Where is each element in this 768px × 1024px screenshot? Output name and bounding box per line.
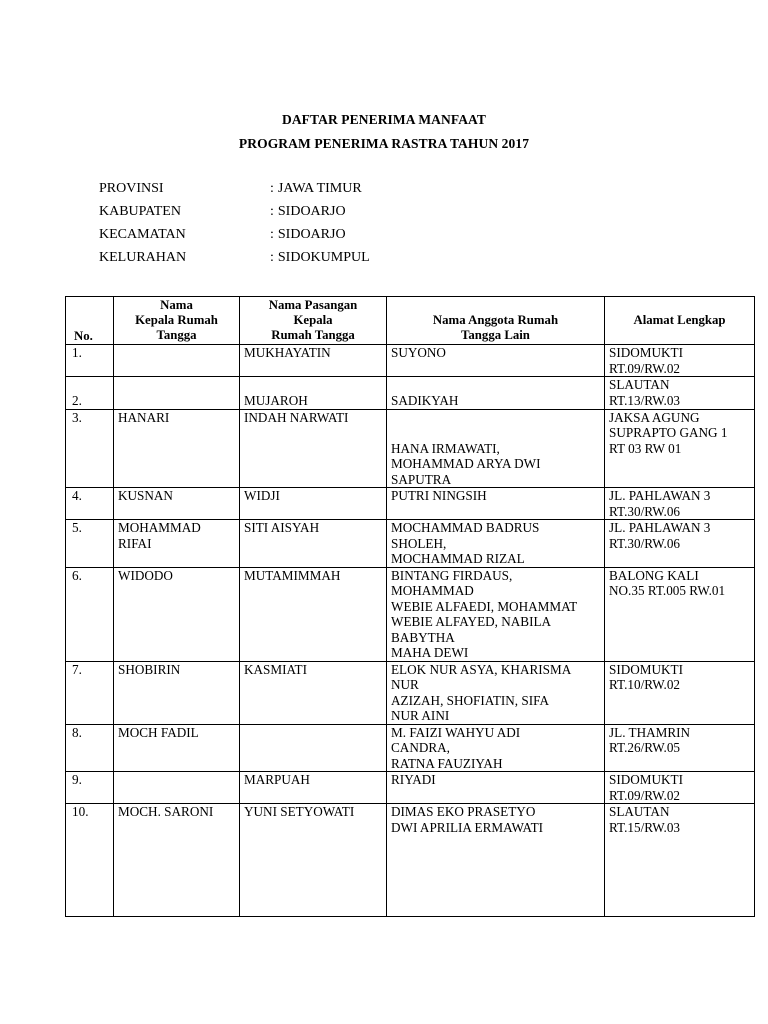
cell-anggota — [387, 724, 605, 772]
cell-text-line: INDAH NARWATI — [244, 409, 349, 425]
cell-text-line: RT.10/RW.02 — [609, 677, 681, 692]
table-row — [66, 661, 755, 724]
table-row — [66, 377, 755, 410]
cell-text-line: MAHA DEWI — [391, 645, 469, 660]
cell-no — [66, 804, 114, 917]
row-number: 1. — [72, 345, 82, 360]
cell-text-line: SIDOMUKTI — [609, 772, 683, 787]
cell-text-line: MUKHAYATIN — [244, 345, 331, 360]
cell-text-line: JAKSA AGUNG — [609, 409, 700, 425]
cell-text-line: NO.35 RT.005 RW.01 — [609, 583, 726, 598]
cell-text-line: DWI APRILIA ERMAWATI — [391, 819, 544, 835]
cell-text-line: RATNA FAUZIYAH — [391, 755, 503, 771]
cell-text-line: SHOBIRIN — [118, 661, 181, 677]
cell-text-line: MUTAMIMMAH — [244, 567, 341, 583]
table-row — [66, 772, 755, 804]
cell-no — [66, 377, 114, 410]
column-header-alamat: Alamat Lengkap — [605, 297, 755, 345]
column-header-no: No. — [66, 297, 114, 345]
row-number: 9. — [72, 772, 82, 787]
cell-anggota — [387, 661, 605, 724]
region-value: JAWA TIMUR — [277, 181, 362, 196]
cell-pasangan — [240, 661, 387, 724]
cell-text-line: MOCH FADIL — [118, 724, 199, 740]
cell-text-line: SLAUTAN — [609, 804, 670, 819]
cell-alamat — [605, 488, 755, 520]
cell-text-line: BABYTHA — [391, 629, 455, 645]
cell-text-line: SUYONO — [391, 345, 446, 360]
cell-alamat — [605, 377, 755, 410]
column-header-anggota — [387, 297, 605, 345]
header-line: Tangga — [156, 328, 197, 342]
cell-text-line: MOHAMMAD — [391, 583, 474, 598]
row-number: 2. — [72, 393, 82, 408]
document-title: DAFTAR PENERIMA MANFAAT — [281, 112, 487, 127]
cell-kepala — [114, 661, 240, 724]
cell-text-line: RT.30/RW.06 — [609, 503, 681, 519]
cell-text-line: SITI AISYAH — [244, 520, 320, 535]
cell-text-line: MOHAMMAD — [118, 520, 201, 535]
cell-no — [66, 772, 114, 804]
region-label: PROVINSI — [99, 181, 164, 196]
region-label: KECAMATAN — [99, 227, 186, 242]
table-header-row — [66, 297, 755, 345]
cell-pasangan — [240, 804, 387, 917]
cell-pasangan — [240, 567, 387, 661]
cell-text-line: WEBIE ALFAYED, NABILA — [391, 614, 552, 629]
table-row — [66, 409, 755, 488]
header-line: Rumah Tangga — [271, 328, 355, 342]
region-value: SIDOKUMPUL — [277, 250, 370, 265]
cell-pasangan — [240, 409, 387, 488]
row-number: 7. — [72, 661, 82, 677]
table-row — [66, 804, 755, 917]
cell-kepala — [114, 345, 240, 377]
table-row — [66, 345, 755, 377]
table-row — [66, 567, 755, 661]
cell-no — [66, 520, 114, 568]
cell-text-line: MOCHAMMAD RIZAL — [391, 551, 525, 566]
cell-alamat — [605, 409, 755, 488]
cell-no — [66, 661, 114, 724]
cell-alamat — [605, 345, 755, 377]
region-label: KABUPATEN — [99, 204, 181, 219]
cell-text-line: M. FAIZI WAHYU ADI — [391, 724, 521, 740]
cell-text-line: SIDOMUKTI — [609, 345, 683, 360]
cell-anggota — [387, 377, 605, 410]
cell-text-line: ELOK NUR ASYA, KHARISMA — [391, 661, 572, 677]
cell-anggota — [387, 409, 605, 488]
row-number: 10. — [72, 804, 89, 819]
cell-text-line: WIDODO — [118, 567, 173, 583]
cell-pasangan — [240, 724, 387, 772]
cell-alamat — [605, 567, 755, 661]
cell-pasangan — [240, 377, 387, 410]
cell-text-line: PUTRI NINGSIH — [391, 488, 487, 503]
cell-text-line: MUJAROH — [244, 393, 308, 408]
cell-text-line: JL. PAHLAWAN 3 — [609, 488, 711, 503]
cell-text-line: NUR — [391, 677, 419, 692]
cell-text-line: JL. PAHLAWAN 3 — [609, 520, 711, 535]
header-line: Nama — [160, 298, 193, 312]
cell-no — [66, 567, 114, 661]
cell-text-line: HANA IRMAWATI, — [391, 440, 500, 456]
cell-pasangan — [240, 772, 387, 804]
cell-text-line: RIFAI — [118, 535, 152, 551]
cell-text-line: MOCHAMMAD BADRUS — [391, 520, 540, 535]
cell-anggota — [387, 772, 605, 804]
cell-text-line: RT.26/RW.05 — [609, 740, 681, 755]
cell-anggota — [387, 804, 605, 917]
row-number: 8. — [72, 724, 82, 740]
cell-pasangan — [240, 488, 387, 520]
cell-text-line: RT.13/RW.03 — [609, 392, 681, 408]
cell-anggota — [387, 345, 605, 377]
cell-text-line: MOHAMMAD ARYA DWI — [391, 456, 541, 471]
cell-alamat — [605, 772, 755, 804]
row-number: 3. — [72, 409, 82, 425]
region-value: SIDOARJO — [277, 227, 346, 242]
cell-text-line: SLAUTAN — [609, 377, 670, 392]
cell-text-line: BALONG KALI — [609, 567, 699, 583]
document-subtitle: PROGRAM PENERIMA RASTRA TAHUN 2017 — [238, 136, 530, 151]
cell-text-line: RIYADI — [391, 772, 436, 787]
cell-text-line: NUR AINI — [391, 708, 450, 723]
cell-kepala — [114, 409, 240, 488]
header-line: Tangga Lain — [461, 328, 530, 342]
cell-text-line: WEBIE ALFAEDI, MOHAMMAT — [391, 598, 578, 614]
cell-alamat — [605, 520, 755, 568]
cell-text-line: RT 03 RW 01 — [609, 440, 682, 456]
column-header-kepala — [114, 297, 240, 345]
cell-no — [66, 488, 114, 520]
cell-text-line: JL. THAMRIN — [609, 724, 691, 740]
cell-text-line: SAPUTRA — [391, 471, 452, 487]
table-row — [66, 488, 755, 520]
cell-text-line: WIDJI — [244, 488, 280, 503]
cell-text-line: RT.15/RW.03 — [609, 819, 681, 835]
cell-kepala — [114, 488, 240, 520]
cell-anggota — [387, 567, 605, 661]
cell-kepala — [114, 567, 240, 661]
cell-text-line: SHOLEH, — [391, 535, 447, 551]
region-value: SIDOARJO — [277, 204, 346, 219]
row-number: 5. — [72, 520, 82, 535]
cell-no — [66, 724, 114, 772]
table-row — [66, 520, 755, 568]
cell-kepala — [114, 724, 240, 772]
cell-kepala — [114, 772, 240, 804]
cell-alamat — [605, 661, 755, 724]
cell-anggota — [387, 488, 605, 520]
beneficiary-table — [65, 296, 755, 917]
cell-kepala — [114, 804, 240, 917]
cell-pasangan — [240, 520, 387, 568]
cell-text-line: AZIZAH, SHOFIATIN, SIFA — [391, 692, 550, 708]
header-line: Kepala — [293, 313, 333, 327]
cell-no — [66, 409, 114, 488]
header-line: Nama Pasangan — [268, 298, 358, 312]
cell-text-line: SUPRAPTO GANG 1 — [609, 425, 728, 440]
cell-text-line: KUSNAN — [118, 488, 173, 503]
cell-pasangan — [240, 345, 387, 377]
cell-text-line: RT.09/RW.02 — [609, 360, 681, 376]
cell-text-line: MARPUAH — [244, 772, 310, 787]
header-line: Kepala Rumah — [135, 313, 218, 327]
cell-text-line: BINTANG FIRDAUS, — [391, 567, 513, 583]
row-number: 4. — [72, 488, 82, 503]
cell-text-line: RT.09/RW.02 — [609, 787, 681, 803]
cell-anggota — [387, 520, 605, 568]
cell-text-line: RT.30/RW.06 — [609, 535, 681, 551]
cell-text-line: KASMIATI — [244, 661, 308, 677]
table-row — [66, 724, 755, 772]
cell-text-line: SADIKYAH — [391, 393, 459, 408]
cell-alamat — [605, 804, 755, 917]
cell-alamat — [605, 724, 755, 772]
region-label: KELURAHAN — [99, 250, 187, 265]
cell-text-line: CANDRA, — [391, 740, 450, 755]
cell-kepala — [114, 377, 240, 410]
cell-text-line: YUNI SETYOWATI — [244, 804, 355, 819]
cell-text-line: DIMAS EKO PRASETYO — [391, 804, 536, 819]
cell-text-line: SIDOMUKTI — [609, 661, 683, 677]
column-header-pasangan — [240, 297, 387, 345]
cell-no — [66, 345, 114, 377]
cell-text-line: HANARI — [118, 409, 170, 425]
cell-text-line: MOCH. SARONI — [118, 804, 214, 819]
header-line: Nama Anggota Rumah — [432, 313, 559, 327]
cell-kepala — [114, 520, 240, 568]
row-number: 6. — [72, 567, 82, 583]
